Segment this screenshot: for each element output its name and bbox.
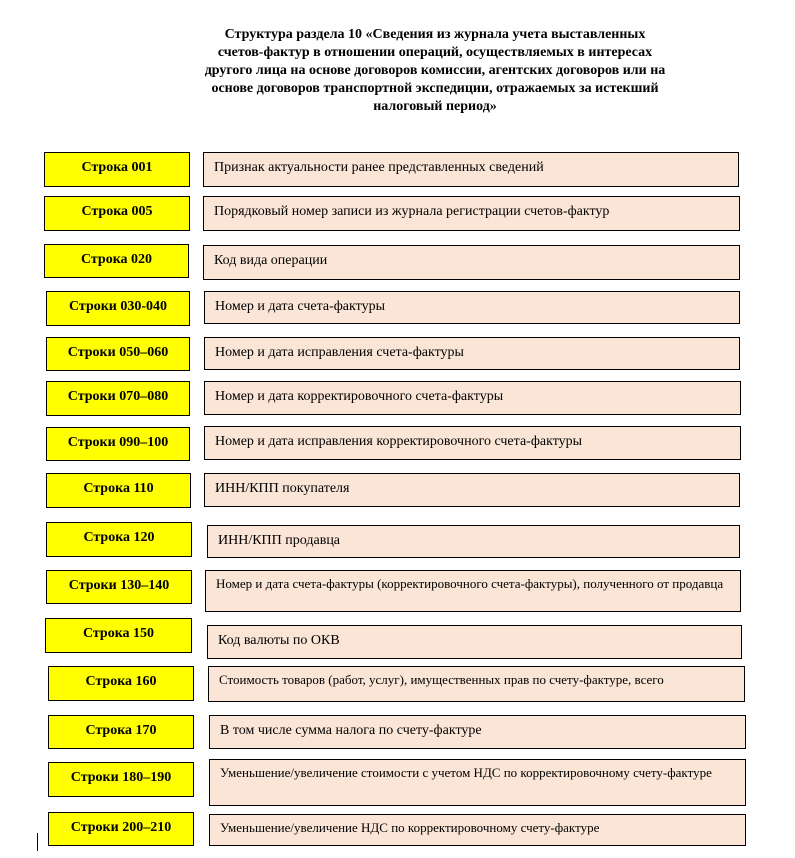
row-desc-090-100: Номер и дата исправления корректировочного счета-фактуры — [204, 426, 741, 460]
row-label-090-100: Строки 090–100 — [46, 427, 190, 461]
row-desc-110: ИНН/КПП покупателя — [204, 473, 740, 507]
row-label-050-060: Строки 050–060 — [46, 337, 190, 371]
row-desc-070-080: Номер и дата корректировочного счета-фактуры — [204, 381, 741, 415]
row-desc-050-060: Номер и дата исправления счета-фактуры — [204, 337, 740, 370]
title-line: счетов-фактур в отношении операций, осуществляемых в интересах — [217, 45, 653, 60]
row-label-170: Строка 170 — [48, 715, 194, 749]
title-line: налоговый период» — [373, 99, 497, 114]
row-label-110: Строка 110 — [46, 473, 191, 508]
row-desc-001: Признак актуальности ранее представленных сведений — [203, 152, 739, 187]
title-line: другого лица на основе договоров комиссии, агентских договоров или на — [204, 63, 666, 78]
row-label-180-190: Строки 180–190 — [48, 762, 194, 797]
page-title — [140, 26, 730, 116]
row-label-150: Строка 150 — [45, 618, 192, 653]
row-label-001: Строка 001 — [44, 152, 190, 187]
title-line: Структура раздела 10 «Сведения из журнала учета выставленных — [224, 27, 646, 42]
row-desc-120: ИНН/КПП продавца — [207, 525, 740, 558]
row-desc-020: Код вида операции — [203, 245, 740, 280]
row-label-130-140: Строки 130–140 — [46, 570, 192, 604]
row-desc-170: В том числе сумма налога по счету-фактуре — [209, 715, 746, 749]
row-label-030-040: Строки 030-040 — [46, 291, 190, 326]
title-line: основе договоров транспортной экспедиции, отражаемых за истекший — [211, 81, 659, 96]
row-desc-160: Стоимость товаров (работ, услуг), имущественных прав по счету-фактуре, всего — [208, 666, 745, 702]
row-label-200-210: Строки 200–210 — [48, 812, 194, 846]
row-desc-200-210: Уменьшение/увеличение НДС по корректировочному счету-фактуре — [209, 814, 746, 846]
row-desc-180-190: Уменьшение/увеличение стоимости с учетом НДС по корректировочному счету-фактуре — [209, 759, 746, 806]
text-cursor — [37, 833, 38, 851]
row-label-070-080: Строки 070–080 — [46, 381, 190, 416]
row-desc-030-040: Номер и дата счета-фактуры — [204, 291, 740, 324]
row-label-005: Строка 005 — [44, 196, 190, 231]
row-label-160: Строка 160 — [48, 666, 194, 701]
row-label-120: Строка 120 — [46, 522, 192, 557]
row-label-020: Строка 020 — [44, 244, 189, 278]
row-desc-130-140: Номер и дата счета-фактуры (корректировочного счета-фактуры), полученного от продавца — [205, 570, 741, 612]
row-desc-005: Порядковый номер записи из журнала регистрации счетов-фактур — [203, 196, 740, 231]
row-desc-150: Код валюты по ОКВ — [207, 625, 742, 659]
